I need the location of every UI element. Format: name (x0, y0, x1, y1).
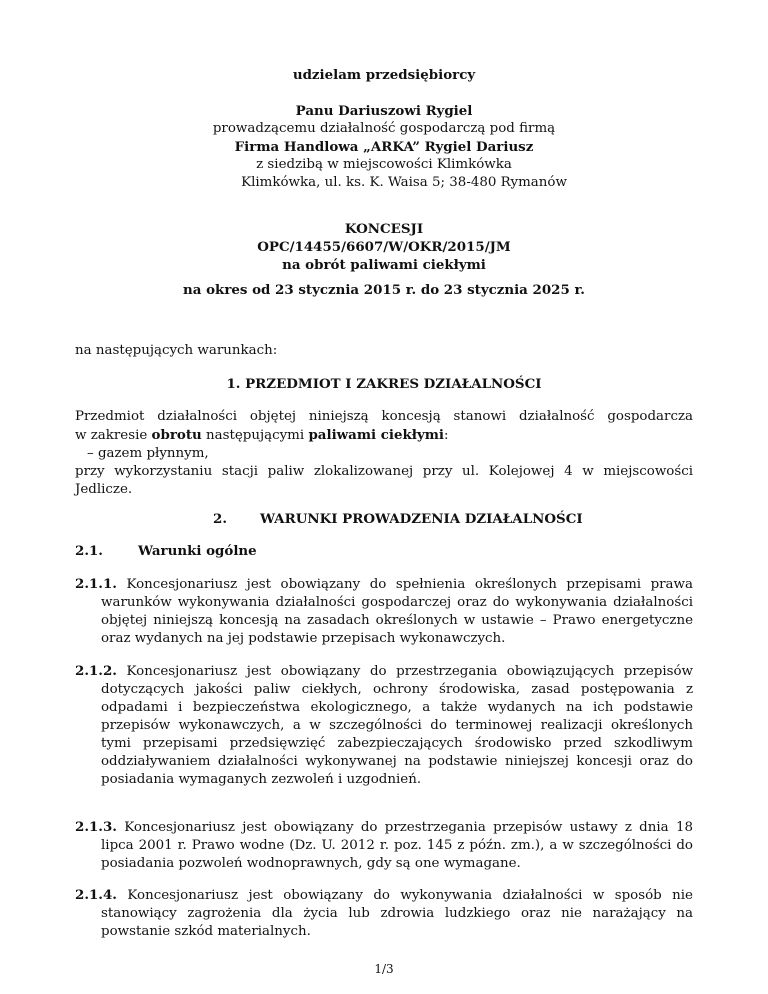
item-2-1-3 (75, 818, 693, 873)
section2-number: 2. (213, 511, 227, 527)
section1-heading: 1. PRZEDMIOT I ZAKRES DZIAŁALNOŚCI (226, 376, 542, 392)
seat-line: z siedzibą w miejscowości Klimkówka (256, 157, 512, 172)
section2-heading: WARUNKI PROWADZENIA DZIAŁALNOŚCI (260, 511, 583, 527)
concession-number: OPC/14455/6607/W/OKR/2015/JM (257, 239, 511, 255)
section1-para-line3: przy wykorzystaniu stacji paliw zlokalizowanej przy ul. Kolejowej 4 w miejscowości Jedlicze. (75, 464, 693, 497)
text-span: w zakresie (75, 428, 152, 443)
item-number: 2.1.3. (75, 819, 117, 835)
item-number: 2.1.1. (75, 576, 117, 592)
item-number: 2.1.2. (75, 663, 117, 679)
document-page (75, 0, 693, 994)
item-text: Koncesjonariusz jest obowiązany do wykonywania działalności w sposób nie stanowiący zagrożenia dla życia lub zdrowia ludzkiego oraz nie narażający na powstanie szkód materialnych. (101, 888, 693, 939)
text-span: następującymi (201, 428, 309, 443)
item-2-1-1 (75, 575, 693, 648)
concession-period: na okres od 23 stycznia 2015 r. do 23 stycznia 2025 r. (183, 282, 585, 298)
bold-paliwami: paliwami ciekłymi (308, 427, 444, 443)
item-number: 2.1.4. (75, 887, 117, 903)
concession-title: KONCESJI (344, 221, 424, 237)
subsection-heading: Warunki ogólne (138, 543, 257, 559)
item-2-1-2 (75, 662, 693, 789)
company-name: Firma Handlowa „ARKA” Rygiel Dariusz (234, 139, 534, 155)
item-text: Koncesjonariusz jest obowiązany do przestrzegania obowiązujących przepisów dotyczących jakości paliw ciekłych, ochrony środowiska, zasad postępowania z odpadami i bezpieczeństwa ekologicznego, a także wydanych na ich podstawie przepisów wykonawczych, a w szczególności do terminowej realizacji określonych tymi przepisami przedsięwzięć zabezpieczających środowisko przed szkodliwym oddziaływaniem działalności wykonywanej na podstawie niniejszej koncesji oraz do posiadania wymaganych zezwoleń i uzgodnień. (101, 664, 693, 787)
concession-subject: na obrót paliwami ciekłymi (282, 257, 486, 273)
conditions-intro: na następujących warunkach: (75, 343, 278, 358)
bold-obrotu: obrotu (151, 427, 202, 443)
section1-para-line1: Przedmiot działalności objętej niniejszą koncesją stanowi działalność gospodarcza (75, 409, 693, 424)
section1-paragraph (75, 408, 693, 499)
recipient-name: Panu Dariuszowi Rygiel (295, 103, 473, 119)
grant-line: udzielam przedsiębiorcy (292, 67, 476, 83)
text-span: : (444, 428, 449, 443)
item-text: Koncesjonariusz jest obowiązany do spełnienia określonych przepisami prawa warunków wykonywania działalności gospodarczej oraz do wykonywania działalności objętej niniejszą koncesją na zasadach określonych w ustawie – Prawo energetyczne oraz wydanych na jej podstawie przepisach wykonawczych. (101, 577, 693, 646)
subsection-number: 2.1. (75, 543, 103, 559)
address-line: Klimkówka, ul. ks. K. Waisa 5; 38-480 Rymanów (241, 175, 567, 190)
item-text: Koncesjonariusz jest obowiązany do przestrzegania przepisów ustawy z dnia 18 lipca 2001 r. Prawo wodne (Dz. U. 2012 r. poz. 145 z późn. zm.), a w szczególności do posiadania pozwoleń wodnoprawnych, gdy są one wymagane. (101, 820, 693, 871)
item-2-1-4 (75, 886, 693, 941)
section1-para-line2 (75, 426, 693, 445)
section1-bullet: – gazem płynnym, (87, 446, 209, 461)
page-number: 1/3 (374, 962, 394, 976)
activity-line: prowadzącemu działalność gospodarczą pod firmą (212, 121, 556, 136)
